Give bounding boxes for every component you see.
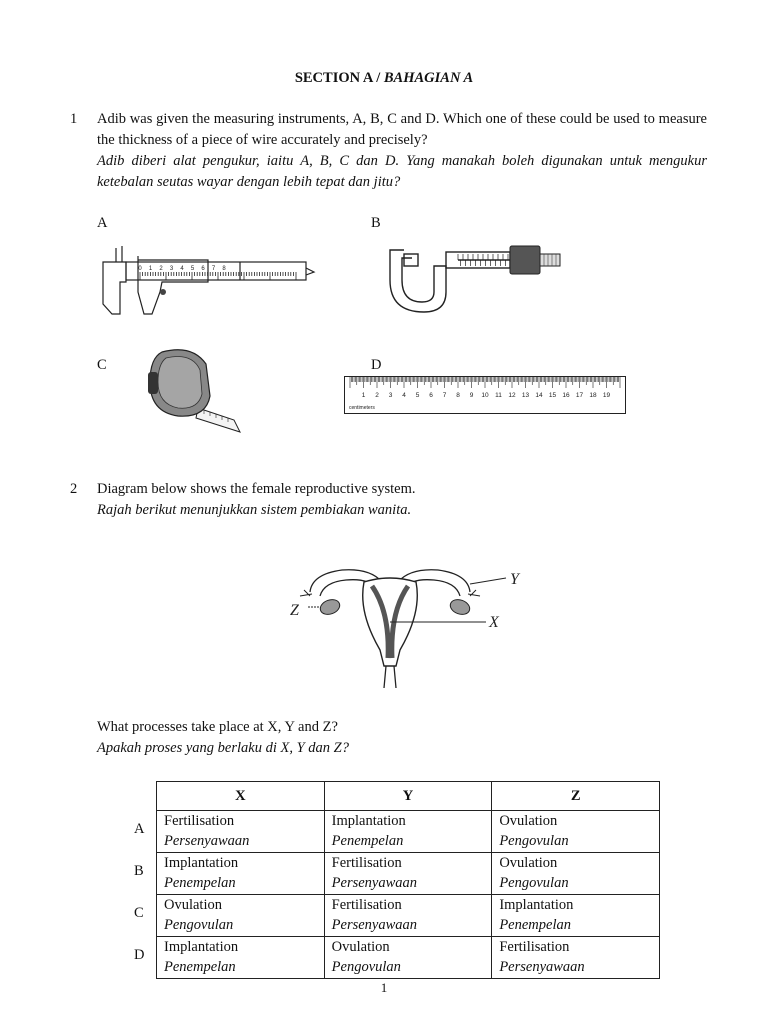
table-cell: Fertilisation Persenyawaan [324,895,492,937]
ruler-number: 4 [402,392,406,399]
measuring-tape-image [142,346,252,441]
table-cell: Implantation Penempelan [157,853,325,895]
table-header-row [157,782,660,811]
caliper-number: 0 [138,266,142,272]
table-row [157,811,660,853]
ruler-number: 14 [535,392,543,399]
table-row [157,853,660,895]
caliper-number: 1 [148,266,153,272]
ruler-number: 11 [495,392,502,399]
ruler-number: 1 [361,392,366,399]
q1-text-ms: Adib diberi alat pengukur, iaitu A, B, C dan D. Yang manakah boleh digunakan untuk mengukur ketebalan seutas wayar dengan lebih tepat dan jitu? [97,153,707,190]
q2-number: 2 [70,481,78,497]
ruler-number: 13 [521,392,530,399]
answer-table [156,781,660,979]
ruler-number: 19 [602,392,611,399]
ruler-unit: centimeters [349,405,375,411]
table-cell: Implantation Penempelan [492,895,660,937]
row-label-a: A [134,821,145,837]
caliper-number: 7 [211,266,216,272]
table-cell: Ovulation Pengovulan [492,811,660,853]
page-number: 1 [380,980,388,995]
table-cell: Implantation Penempelan [157,937,325,979]
table-cell: Ovulation Pengovulan [324,937,492,979]
ruler-number: 17 [575,392,584,399]
section-title-en: SECTION A / [294,70,384,86]
label-z: Z [290,602,299,619]
caliper-number: 4 [180,266,184,272]
ruler-number: 2 [375,392,379,399]
table-cell: Ovulation Pengovulan [157,895,325,937]
option-d-label: D [371,357,382,373]
ruler-number: 5 [415,392,420,399]
row-label-c: C [134,905,144,921]
row-label-d: D [134,947,145,963]
ruler-number: 6 [429,392,433,399]
ruler-number: 16 [562,392,570,399]
ruler-number: 3 [388,392,393,399]
section-title-ms: BAHAGIAN A [383,70,474,86]
ruler-number: 7 [442,392,447,399]
caliper-number: 6 [201,266,205,272]
header-y: Y [324,782,492,811]
micrometer-image [386,240,566,320]
caliper-number: 3 [169,266,174,272]
ruler-number: 10 [481,392,489,399]
ruler-number: 15 [548,392,557,399]
option-b-label: B [371,215,381,231]
q2-text-ms: Rajah berikut menunjukkan sistem pembiakan wanita. [97,502,412,518]
ruler-number: 9 [469,392,474,399]
ruler-number: 18 [589,392,597,399]
caliper-number: 2 [159,266,163,272]
caliper-number: 5 [190,266,195,272]
section-title [0,70,768,87]
label-y: Y [510,571,519,588]
caliper-number: 8 [222,266,226,272]
q2-question-en: What processes take place at X, Y and Z? [97,719,338,735]
ruler-number: 8 [456,392,460,399]
option-c-label: C [97,357,107,373]
q1-text-en: Adib was given the measuring instruments, A, B, C and D. Which one of these could be used to measure the thickness of a piece of wire accurately and precisely? [97,111,707,148]
header-z: Z [492,782,660,811]
row-label-b: B [134,863,144,879]
table-cell: Fertilisation Persenyawaan [157,811,325,853]
option-a-label: A [97,215,108,231]
q1-number: 1 [70,111,78,127]
table-cell: Fertilisation Persenyawaan [324,853,492,895]
table-cell: Ovulation Pengovulan [492,853,660,895]
table-row [157,937,660,979]
label-x: X [489,614,499,631]
ruler-image [344,376,626,414]
vernier-caliper-image [100,242,310,322]
header-x: X [157,782,325,811]
table-cell: Fertilisation Persenyawaan [492,937,660,979]
table-row [157,895,660,937]
q2-text-en: Diagram below shows the female reproductive system. [97,481,416,497]
ruler-number: 12 [508,392,516,399]
table-cell: Implantation Penempelan [324,811,492,853]
q2-question-ms: Apakah proses yang berlaku di X, Y dan Z? [97,740,349,756]
reproductive-system-diagram [290,552,540,692]
